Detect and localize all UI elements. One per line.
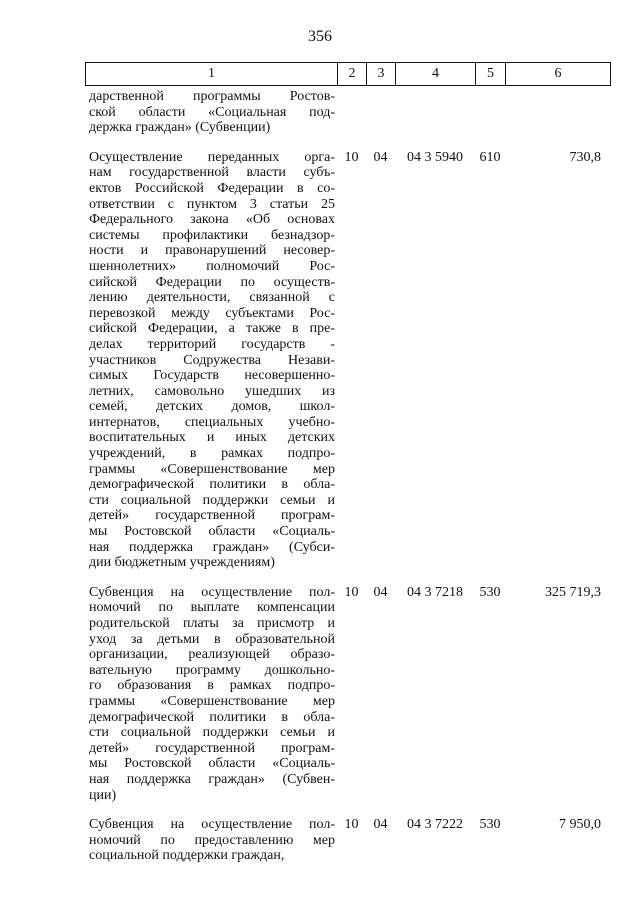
description-line: ная поддержка граждан» (Субси-	[89, 539, 335, 555]
row-gap	[85, 571, 611, 585]
row-amount: 325 719,3	[545, 584, 601, 600]
expense-type-code: 530	[479, 817, 501, 833]
description-line: мы Ростовской области «Социаль-	[89, 756, 335, 772]
description-line: дарственной программы Ростов-	[89, 89, 335, 104]
description-line: ности и правонарушений несовер-	[89, 243, 335, 259]
description-line: шеннолетних» полномочий Рос-	[89, 258, 335, 274]
budget-table	[85, 62, 611, 864]
description-line: социальной поддержки граждан,	[89, 848, 285, 864]
description-line: семей, детских домов, школ-	[89, 399, 335, 415]
description-line: го образования в рамках подпро-	[89, 678, 335, 694]
row-gap	[85, 136, 611, 150]
description-line: демографической политики в обла-	[89, 477, 335, 493]
expense-type-code: 610	[479, 149, 501, 165]
description-line: родительской платы за присмотр и	[89, 616, 335, 631]
header-col-2: 2	[338, 63, 367, 85]
table-row	[85, 86, 611, 136]
header-col-6: 6	[554, 66, 562, 81]
section-code: 10	[344, 817, 359, 833]
description-line: демографической политики в обла-	[89, 709, 335, 725]
page-number: 356	[308, 28, 332, 45]
header-col-3: 3	[367, 63, 396, 85]
subsection-code: 04	[373, 817, 388, 833]
description-line: Субвенция на осуществление пол-	[89, 817, 335, 833]
description-line: интернатов, специальных учебно-	[89, 414, 335, 430]
description-line: Осуществление переданных орга-	[89, 149, 335, 165]
description-line: ответствии с пунктом 3 статьи 25	[89, 196, 335, 212]
row-description	[85, 150, 337, 571]
description-line: симых Государств несовершенно-	[89, 368, 335, 384]
expense-type-code	[475, 89, 505, 136]
row-description	[85, 585, 337, 803]
description-line: лению деятельности, связанной с	[89, 290, 335, 306]
description-line: детей» государственной програм-	[89, 508, 335, 524]
row-amount	[505, 89, 609, 136]
row-amount: 730,8	[569, 149, 601, 165]
description-line: Субвенция на осуществление пол-	[89, 584, 335, 600]
target-article-code: 04 3 7222	[407, 817, 463, 833]
subsection-code	[366, 89, 395, 136]
target-article-code: 04 3 7218	[407, 584, 463, 600]
description-line: сийской Федерации, а также в пре-	[89, 321, 335, 337]
description-line: организации, реализующей образо-	[89, 647, 335, 663]
row-gap	[85, 803, 611, 817]
section-code	[337, 89, 366, 136]
row-description	[85, 89, 337, 136]
subsection-code: 04	[373, 584, 388, 600]
description-line: нам государственной власти субъ-	[89, 165, 335, 181]
description-line: учреждений, в рамках подпро-	[89, 446, 335, 462]
target-article-code	[395, 89, 475, 136]
description-line: номочий по предоставлению мер	[89, 832, 335, 848]
description-line: Федерального закона «Об основах	[89, 212, 335, 228]
description-line: летних, самовольно ушедших из	[89, 383, 335, 399]
table-row	[85, 817, 611, 864]
expense-type-code: 530	[479, 584, 501, 600]
header-col-1: 1	[86, 63, 338, 85]
section-code: 10	[344, 149, 359, 165]
table-row	[85, 585, 611, 803]
row-description	[85, 817, 337, 864]
description-line: уход за детьми в образовательной	[89, 631, 335, 647]
description-line: дии бюджетным учреждениям)	[89, 555, 275, 571]
description-line: мы Ростовской области «Социаль-	[89, 524, 335, 540]
description-line: вательную программу дошкольно-	[89, 662, 335, 678]
description-line: участников Содружества Незави-	[89, 352, 335, 368]
subsection-code: 04	[373, 149, 388, 165]
header-col-5: 5	[476, 63, 506, 85]
description-line: граммы «Совершенствование мер	[89, 461, 335, 477]
description-line: перевозкой между субъектами Рос-	[89, 305, 335, 321]
description-line: сти социальной поддержки семьи и	[89, 492, 335, 508]
description-line: сийской Федерации по осуществ-	[89, 274, 335, 290]
description-line: системы профилактики безнадзор-	[89, 227, 335, 243]
description-line: ектов Российской Федерации в со-	[89, 180, 335, 196]
description-line: делах территорий государств -	[89, 336, 335, 352]
row-amount: 7 950,0	[559, 817, 601, 833]
description-line: ции)	[89, 787, 117, 803]
section-code: 10	[344, 584, 359, 600]
description-line: сти социальной поддержки семьи и	[89, 725, 335, 741]
table-body	[85, 86, 611, 864]
description-line: воспитательных и иных детских	[89, 430, 335, 446]
description-line: ная поддержка граждан» (Субвен-	[89, 771, 335, 787]
description-line: детей» государственной програм-	[89, 740, 335, 756]
description-line: держка граждан» (Субвенции)	[89, 120, 271, 136]
table-row	[85, 150, 611, 571]
table-header	[85, 62, 611, 86]
description-line: ской области «Социальная под-	[89, 104, 335, 120]
header-col-4: 4	[396, 63, 476, 85]
description-line: граммы «Совершенствование мер	[89, 693, 335, 709]
target-article-code: 04 3 5940	[407, 149, 463, 165]
description-line: номочий по выплате компенсации	[89, 600, 335, 616]
